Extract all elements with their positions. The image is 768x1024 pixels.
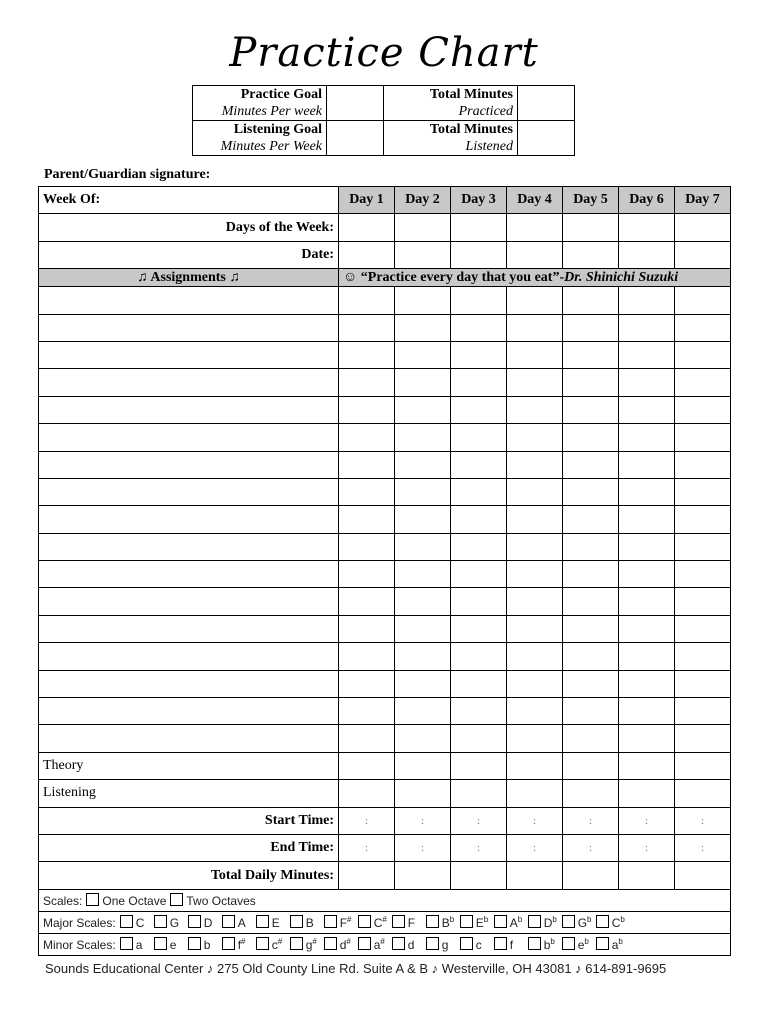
scale-note: $G^b$: [577, 914, 592, 930]
day-cell[interactable]: [619, 369, 675, 396]
scale-checkbox[interactable]: [562, 915, 575, 928]
day-cell[interactable]: [563, 725, 619, 752]
practice-goal-sub: Minutes Per week: [221, 104, 322, 119]
listening-label: Listening: [39, 780, 339, 807]
assignment-cell[interactable]: [39, 588, 339, 615]
day-cell[interactable]: [395, 506, 451, 533]
day-cell[interactable]: [395, 588, 451, 615]
day-cell[interactable]: [451, 698, 507, 725]
scale-note: a: [135, 937, 143, 952]
listening-goal-field[interactable]: [327, 121, 384, 156]
day-cell[interactable]: [451, 478, 507, 505]
day-cell[interactable]: [339, 862, 395, 889]
major-scales-label: Major Scales:: [43, 915, 116, 930]
day-cell[interactable]: [507, 725, 563, 752]
day-cell[interactable]: [675, 241, 731, 268]
day-cell[interactable]: [395, 396, 451, 423]
day-cell[interactable]: [339, 670, 395, 697]
scale-checkbox[interactable]: [154, 915, 167, 928]
day-cell[interactable]: :: [619, 807, 675, 834]
day-cell[interactable]: [507, 643, 563, 670]
scale-checkbox[interactable]: [256, 915, 269, 928]
day-cell[interactable]: [451, 533, 507, 560]
day-cell[interactable]: :: [451, 834, 507, 861]
day-cell[interactable]: [563, 287, 619, 314]
scale-note: g#: [305, 936, 317, 952]
day-cell[interactable]: :: [339, 834, 395, 861]
scale-checkbox[interactable]: [426, 937, 439, 950]
assignment-cell[interactable]: [39, 506, 339, 533]
day-cell[interactable]: [675, 588, 731, 615]
scale-note: $a^b$: [611, 936, 623, 952]
day-cell[interactable]: [507, 698, 563, 725]
scale-note: e: [169, 937, 177, 952]
day-cell[interactable]: :: [507, 807, 563, 834]
footer-address: Sounds Educational Center ♪ 275 Old County Line Rd. Suite A & B ♪ Westerville, OH 43081 ♪ 614-891-9695: [45, 961, 667, 976]
quote-author: Dr. Shinichi Suzuki: [564, 269, 679, 285]
practiced-sub: Practiced: [458, 104, 513, 119]
assignment-cell[interactable]: [39, 369, 339, 396]
day-cell[interactable]: [619, 478, 675, 505]
day-cell[interactable]: [451, 287, 507, 314]
day-cell[interactable]: [451, 506, 507, 533]
day-cell[interactable]: [395, 341, 451, 368]
day-header: Day 3: [451, 187, 507, 214]
day-cell[interactable]: [619, 588, 675, 615]
day-cell[interactable]: [619, 424, 675, 451]
day-cell[interactable]: :: [675, 807, 731, 834]
day-cell[interactable]: [395, 698, 451, 725]
scale-checkbox[interactable]: [596, 915, 609, 928]
listening-goal-title: Listening Goal: [233, 122, 322, 137]
day-cell[interactable]: [675, 615, 731, 642]
day-cell[interactable]: [339, 341, 395, 368]
day-cell[interactable]: [507, 670, 563, 697]
days-of-week-label: Days of the Week:: [39, 214, 339, 241]
day-cell[interactable]: [619, 725, 675, 752]
day-cell[interactable]: [395, 287, 451, 314]
total-minutes-title: Total Minutes: [429, 87, 513, 102]
day-cell[interactable]: [563, 451, 619, 478]
day-cell[interactable]: [451, 341, 507, 368]
day-cell[interactable]: [395, 725, 451, 752]
day-cell[interactable]: [451, 314, 507, 341]
scale-note: F: [407, 915, 416, 930]
scale-note: c#: [271, 936, 283, 952]
day-cell[interactable]: [451, 615, 507, 642]
assignment-cell[interactable]: [39, 643, 339, 670]
day-cell[interactable]: [507, 369, 563, 396]
assignment-cell[interactable]: [39, 698, 339, 725]
day-cell[interactable]: [675, 314, 731, 341]
assignment-cell[interactable]: [39, 287, 339, 314]
day-cell[interactable]: [395, 241, 451, 268]
day-cell[interactable]: [563, 396, 619, 423]
day-cell[interactable]: [563, 698, 619, 725]
scale-note: f: [509, 937, 514, 952]
scale-note: G: [169, 915, 180, 930]
scale-note: $B^b$: [441, 914, 455, 930]
scale-checkbox[interactable]: [222, 915, 235, 928]
scale-note: C#: [373, 914, 387, 930]
day-cell[interactable]: [339, 424, 395, 451]
day-cell[interactable]: :: [451, 807, 507, 834]
day-cell[interactable]: [507, 533, 563, 560]
day-cell[interactable]: [563, 752, 619, 779]
day-cell[interactable]: [395, 561, 451, 588]
scale-checkbox[interactable]: [494, 937, 507, 950]
day-cell[interactable]: [675, 451, 731, 478]
day-cell[interactable]: [451, 725, 507, 752]
scale-note: g: [441, 937, 449, 952]
day-cell[interactable]: :: [563, 807, 619, 834]
day-cell[interactable]: [339, 287, 395, 314]
day-cell[interactable]: [395, 424, 451, 451]
listened-sub: Listened: [465, 139, 513, 154]
assignment-cell[interactable]: [39, 314, 339, 341]
start-time-label: Start Time:: [39, 807, 339, 834]
total-practiced-field[interactable]: [518, 86, 575, 121]
scale-checkbox[interactable]: [120, 937, 133, 950]
scale-note: $b^b$: [543, 936, 555, 952]
day-cell[interactable]: [675, 478, 731, 505]
scale-checkbox[interactable]: [324, 915, 337, 928]
assignment-cell[interactable]: [39, 725, 339, 752]
day-cell[interactable]: [339, 725, 395, 752]
scale-note: D: [203, 915, 213, 930]
scale-note: E: [271, 915, 280, 930]
day-cell[interactable]: [563, 588, 619, 615]
week-of-label: Week Of:: [39, 187, 339, 214]
day-cell[interactable]: [619, 752, 675, 779]
practice-table: [38, 186, 731, 956]
day-cell[interactable]: [507, 588, 563, 615]
day-cell[interactable]: [339, 752, 395, 779]
day-cell[interactable]: [507, 451, 563, 478]
day-cell[interactable]: [339, 214, 395, 241]
day-cell[interactable]: [563, 615, 619, 642]
scale-note: f#: [237, 936, 246, 952]
day-cell[interactable]: [395, 615, 451, 642]
day-cell[interactable]: [395, 670, 451, 697]
day-cell[interactable]: [619, 643, 675, 670]
scale-checkbox[interactable]: [86, 893, 99, 906]
day-cell[interactable]: [619, 615, 675, 642]
scale-checkbox[interactable]: [460, 915, 473, 928]
scale-checkbox[interactable]: [154, 937, 167, 950]
day-cell[interactable]: [395, 369, 451, 396]
assignment-cell[interactable]: [39, 341, 339, 368]
scale-note: $e^b$: [577, 936, 589, 952]
day-header: Day 2: [395, 187, 451, 214]
day-cell[interactable]: [619, 670, 675, 697]
two-octaves-label: Two Octaves: [186, 893, 256, 908]
day-cell[interactable]: [451, 214, 507, 241]
scales-label: Scales:: [43, 893, 83, 908]
day-cell[interactable]: [619, 314, 675, 341]
day-cell[interactable]: [395, 533, 451, 560]
day-header: Day 4: [507, 187, 563, 214]
theory-label: Theory: [39, 752, 339, 779]
day-cell[interactable]: [619, 862, 675, 889]
day-cell[interactable]: [619, 396, 675, 423]
assignment-cell[interactable]: [39, 424, 339, 451]
day-header: Day 1: [339, 187, 395, 214]
day-cell[interactable]: [395, 780, 451, 807]
scale-note: C: [135, 915, 145, 930]
minor-scales-label: Minor Scales:: [43, 937, 116, 952]
quote-text: ☺ “Practice every day that you eat”-: [343, 269, 565, 285]
day-cell[interactable]: [675, 214, 731, 241]
day-cell[interactable]: [451, 369, 507, 396]
assignments-header: ♫ Assignments ♫: [39, 269, 339, 287]
scale-note: c: [475, 937, 482, 952]
listening-goal-label: [193, 121, 327, 156]
day-cell[interactable]: [563, 369, 619, 396]
day-cell[interactable]: [451, 396, 507, 423]
day-cell[interactable]: [563, 214, 619, 241]
day-cell[interactable]: :: [675, 834, 731, 861]
day-cell[interactable]: [451, 451, 507, 478]
total-practiced-label: [384, 86, 518, 121]
day-cell[interactable]: [563, 506, 619, 533]
practice-goal-field[interactable]: [327, 86, 384, 121]
scale-note: d: [407, 937, 415, 952]
day-cell[interactable]: [619, 341, 675, 368]
day-cell[interactable]: [339, 314, 395, 341]
scale-checkbox[interactable]: [392, 915, 405, 928]
day-cell[interactable]: [451, 643, 507, 670]
suzuki-quote: [339, 269, 731, 287]
total-listened-field[interactable]: [518, 121, 575, 156]
day-cell[interactable]: [619, 561, 675, 588]
scale-checkbox[interactable]: [188, 915, 201, 928]
day-cell[interactable]: :: [395, 807, 451, 834]
day-cell[interactable]: [451, 588, 507, 615]
day-cell[interactable]: [675, 533, 731, 560]
day-cell[interactable]: [451, 670, 507, 697]
total-daily-label: Total Daily Minutes:: [39, 862, 339, 889]
scale-note: b: [203, 937, 211, 952]
assignment-cell[interactable]: [39, 478, 339, 505]
scale-note: B: [305, 915, 314, 930]
day-cell[interactable]: [339, 561, 395, 588]
day-cell[interactable]: [339, 241, 395, 268]
page-title: Practice Chart: [229, 30, 539, 76]
day-cell[interactable]: [339, 478, 395, 505]
scale-checkbox[interactable]: [596, 937, 609, 950]
day-cell[interactable]: [507, 780, 563, 807]
scale-note: $C^b$: [611, 914, 625, 930]
assignment-cell[interactable]: [39, 451, 339, 478]
scale-checkbox[interactable]: [290, 915, 303, 928]
day-cell[interactable]: [395, 478, 451, 505]
day-cell[interactable]: [339, 396, 395, 423]
day-cell[interactable]: [563, 314, 619, 341]
day-cell[interactable]: [675, 424, 731, 451]
day-cell[interactable]: [507, 862, 563, 889]
scale-note: $A^b$: [509, 914, 523, 930]
assignment-cell[interactable]: [39, 670, 339, 697]
scale-note: a#: [373, 936, 385, 952]
day-cell[interactable]: [339, 369, 395, 396]
day-cell[interactable]: [675, 369, 731, 396]
scales-row: [39, 889, 731, 911]
day-cell[interactable]: [619, 287, 675, 314]
day-cell[interactable]: [675, 670, 731, 697]
day-cell[interactable]: :: [339, 807, 395, 834]
day-cell[interactable]: [451, 752, 507, 779]
day-cell[interactable]: [563, 424, 619, 451]
practice-goal-title: Practice Goal: [240, 87, 322, 102]
day-cell[interactable]: [507, 478, 563, 505]
day-cell[interactable]: :: [563, 834, 619, 861]
day-cell[interactable]: [675, 780, 731, 807]
scale-checkbox[interactable]: [494, 915, 507, 928]
day-cell[interactable]: [507, 752, 563, 779]
day-cell[interactable]: [339, 533, 395, 560]
day-cell[interactable]: [395, 862, 451, 889]
day-cell[interactable]: [339, 588, 395, 615]
scale-note: F#: [339, 914, 352, 930]
day-cell[interactable]: [563, 533, 619, 560]
day-cell[interactable]: [339, 698, 395, 725]
day-cell[interactable]: [507, 214, 563, 241]
day-cell[interactable]: [507, 424, 563, 451]
day-cell[interactable]: [451, 424, 507, 451]
scale-checkbox[interactable]: [358, 915, 371, 928]
day-cell[interactable]: [563, 241, 619, 268]
day-cell[interactable]: [339, 780, 395, 807]
day-cell[interactable]: [675, 561, 731, 588]
day-cell[interactable]: [675, 341, 731, 368]
day-cell[interactable]: [619, 241, 675, 268]
day-cell[interactable]: [451, 780, 507, 807]
scale-checkbox[interactable]: [358, 937, 371, 950]
scale-checkbox[interactable]: [392, 937, 405, 950]
day-cell[interactable]: [675, 862, 731, 889]
day-header: Day 6: [619, 187, 675, 214]
scale-checkbox[interactable]: [120, 915, 133, 928]
assignment-cell[interactable]: [39, 615, 339, 642]
day-cell[interactable]: [563, 341, 619, 368]
day-cell[interactable]: :: [395, 834, 451, 861]
date-label: Date:: [39, 241, 339, 268]
day-cell[interactable]: [563, 561, 619, 588]
day-cell[interactable]: [507, 561, 563, 588]
scale-checkbox[interactable]: [290, 937, 303, 950]
day-cell[interactable]: [675, 396, 731, 423]
day-cell[interactable]: [619, 506, 675, 533]
day-cell[interactable]: :: [619, 834, 675, 861]
scale-checkbox[interactable]: [460, 937, 473, 950]
day-cell[interactable]: [507, 314, 563, 341]
scale-checkbox[interactable]: [426, 915, 439, 928]
assignment-cell[interactable]: [39, 561, 339, 588]
day-cell[interactable]: [675, 698, 731, 725]
day-cell[interactable]: [395, 752, 451, 779]
day-cell[interactable]: [675, 725, 731, 752]
scale-checkbox[interactable]: [324, 937, 337, 950]
assignment-cell[interactable]: [39, 533, 339, 560]
scale-checkbox[interactable]: [562, 937, 575, 950]
day-header: Day 7: [675, 187, 731, 214]
day-cell[interactable]: [563, 780, 619, 807]
day-cell[interactable]: :: [507, 834, 563, 861]
day-cell[interactable]: [507, 341, 563, 368]
scale-checkbox[interactable]: [528, 915, 541, 928]
day-cell[interactable]: [619, 214, 675, 241]
day-cell[interactable]: [395, 451, 451, 478]
one-octave-label: One Octave: [102, 893, 167, 908]
scale-note: d#: [339, 936, 351, 952]
day-cell[interactable]: [619, 780, 675, 807]
day-cell[interactable]: [339, 506, 395, 533]
day-cell[interactable]: [395, 214, 451, 241]
day-cell[interactable]: [451, 241, 507, 268]
day-cell[interactable]: [507, 615, 563, 642]
scale-checkbox[interactable]: [528, 937, 541, 950]
day-cell[interactable]: [507, 396, 563, 423]
day-cell[interactable]: [563, 643, 619, 670]
day-cell[interactable]: [395, 643, 451, 670]
day-cell[interactable]: [563, 862, 619, 889]
day-cell[interactable]: [451, 561, 507, 588]
day-cell[interactable]: [619, 698, 675, 725]
scale-checkbox[interactable]: [170, 893, 183, 906]
day-cell[interactable]: [675, 643, 731, 670]
day-cell[interactable]: [507, 241, 563, 268]
scale-note: A: [237, 915, 246, 930]
total-minutes-title-2: Total Minutes: [429, 122, 513, 137]
day-cell[interactable]: [563, 478, 619, 505]
scale-checkbox[interactable]: [222, 937, 235, 950]
total-listened-label: [384, 121, 518, 156]
day-cell[interactable]: [619, 451, 675, 478]
day-cell[interactable]: [339, 615, 395, 642]
listening-goal-sub: Minutes Per Week: [220, 139, 322, 154]
day-cell[interactable]: [619, 533, 675, 560]
scales-row: [39, 911, 731, 933]
day-cell[interactable]: [339, 643, 395, 670]
day-cell[interactable]: [339, 451, 395, 478]
end-time-label: End Time:: [39, 834, 339, 861]
day-cell[interactable]: [395, 314, 451, 341]
day-cell[interactable]: [675, 506, 731, 533]
assignment-cell[interactable]: [39, 396, 339, 423]
day-cell[interactable]: [563, 670, 619, 697]
scale-checkbox[interactable]: [256, 937, 269, 950]
day-cell[interactable]: [507, 506, 563, 533]
practice-goal-label: [193, 86, 327, 121]
day-cell[interactable]: [451, 862, 507, 889]
scale-note: $E^b$: [475, 914, 489, 930]
signature-label: Parent/Guardian signature:: [44, 167, 211, 182]
day-cell[interactable]: [675, 752, 731, 779]
day-header: Day 5: [563, 187, 619, 214]
day-cell[interactable]: [675, 287, 731, 314]
day-cell[interactable]: [507, 287, 563, 314]
scale-note: $D^b$: [543, 914, 557, 930]
scale-checkbox[interactable]: [188, 937, 201, 950]
scales-row: [39, 933, 731, 955]
goals-table: [192, 85, 575, 156]
